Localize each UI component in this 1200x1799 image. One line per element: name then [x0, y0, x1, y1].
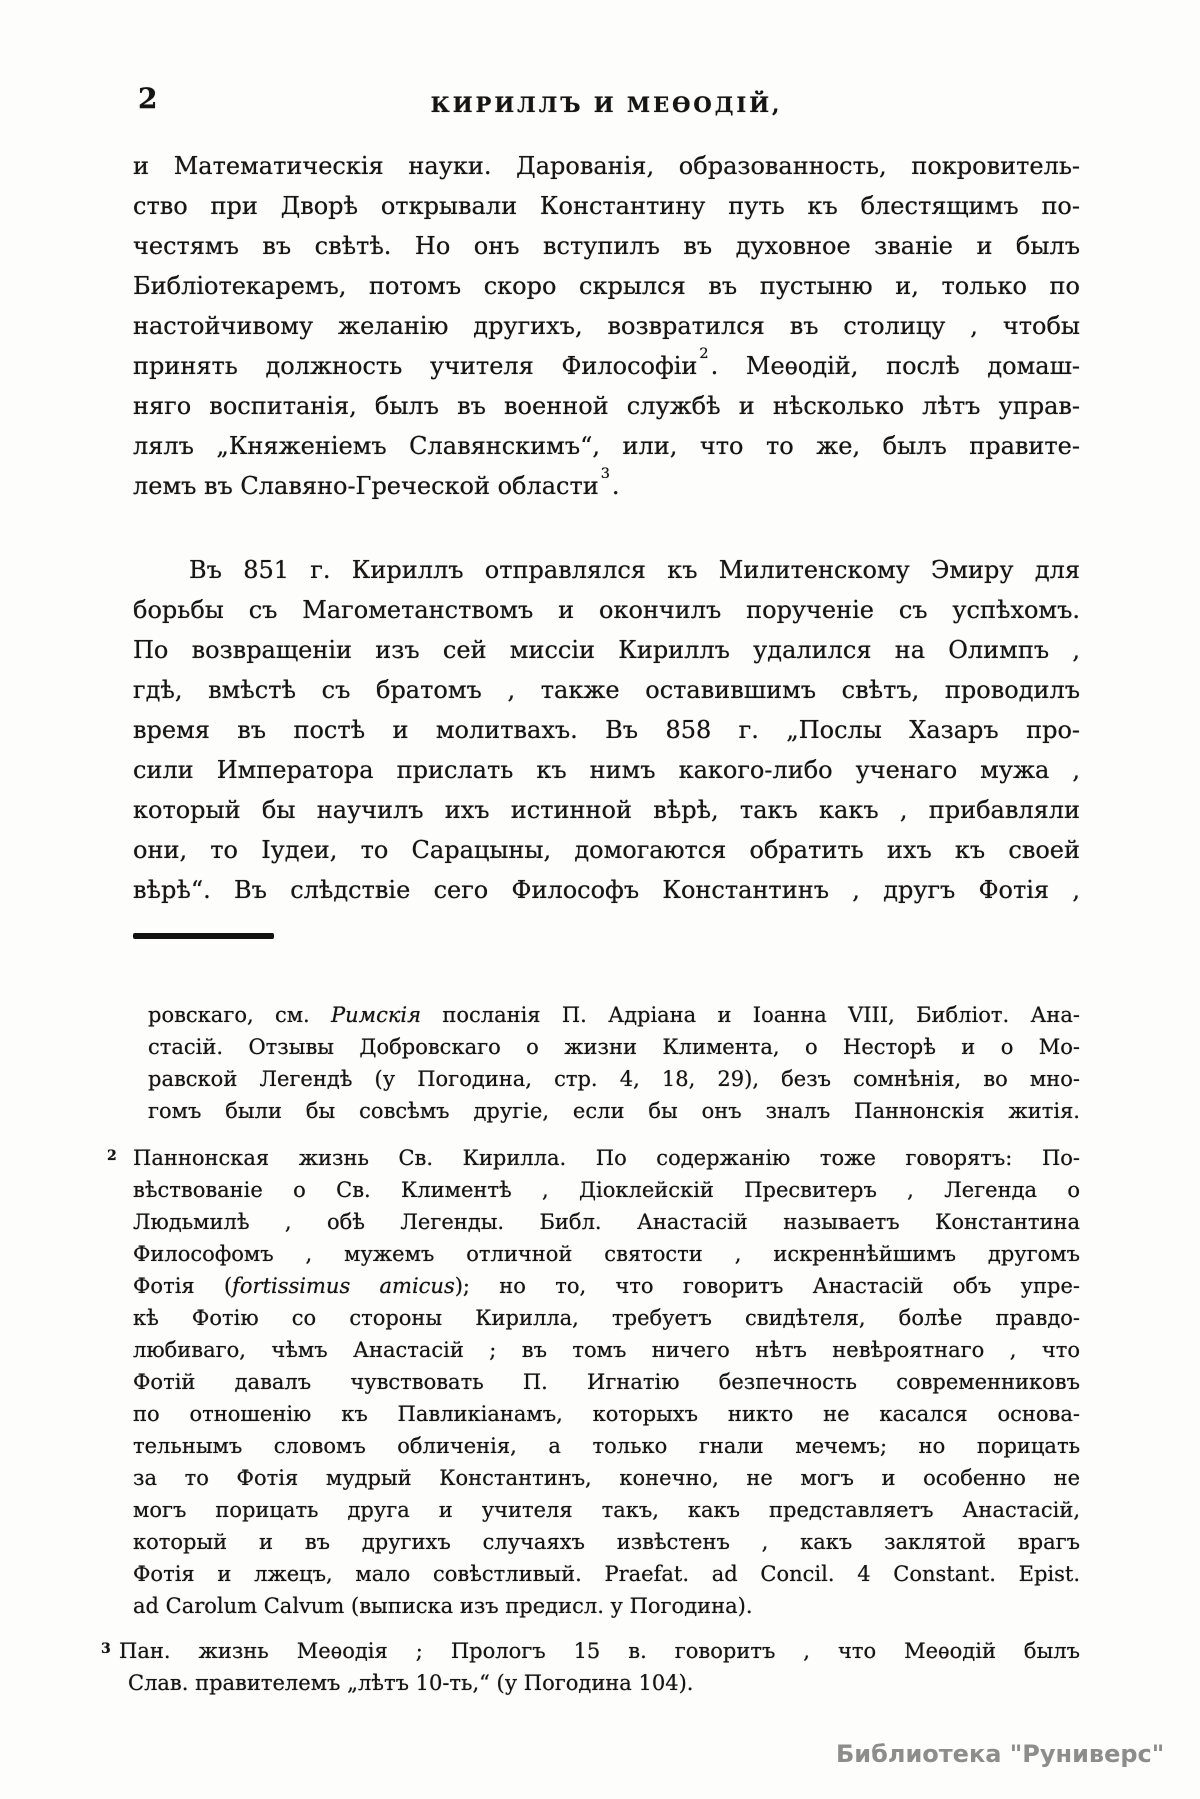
text-line: Людьмилѣ , обѣ Легенды. Библ. Анастасій называетъ Константина [133, 1210, 1080, 1234]
text-segment: Паннонская жизнь Св. Кирилла. По содержанію тоже говорятъ: По- [133, 1146, 1080, 1170]
text-line [133, 1270, 1080, 1302]
footnote-reference-3: 3 [600, 465, 610, 482]
text-line [133, 466, 1080, 506]
footnote-separator-rule [133, 933, 274, 939]
text-line: настойчивому желанію другихъ, возвратился въ столицу , чтобы [133, 312, 1080, 340]
text-line [101, 1635, 1080, 1667]
text-line: они, то Іудеи, то Сарацыны, домогаются обратить ихъ къ своей [133, 836, 1080, 864]
text-segment: лемъ въ Славяно-Греческой области [133, 472, 599, 500]
text-line: По возвращеніи изъ сей миссіи Кириллъ удалился на Олимпъ , [133, 636, 1080, 664]
paragraph-1 [133, 146, 1080, 506]
footnote-continuation [148, 999, 1080, 1127]
text-line: вѣствованіе о Св. Климентѣ , Діоклейскій Пресвитеръ , Легенда о [133, 1178, 1080, 1202]
text-line: Фотій давалъ чувствовать П. Игнатію безпечность современниковъ [133, 1370, 1080, 1394]
paragraph-2 [133, 550, 1080, 910]
text-line: стасій. Отзывы Добровскаго о жизни Климента, о Несторѣ и о Мо- [148, 1035, 1080, 1059]
text-segment: . Меѳодій, послѣ домаш- [710, 352, 1080, 380]
text-segment: Пан. жизнь Меѳодія ; Прологъ 15 в. говоритъ , что Меѳодій былъ [119, 1639, 1080, 1663]
text-line [107, 1142, 1080, 1174]
text-line: гдѣ, вмѣстѣ съ братомъ , также оставившимъ свѣтъ, проводилъ [133, 676, 1080, 704]
text-segment: ровскаго, см. [148, 1003, 332, 1027]
text-line: кѣ Фотію со стороны Кирилла, требуетъ свидѣтеля, болѣе правдо- [133, 1306, 1080, 1330]
text-line: вѣрѣ“. Въ слѣдствіе сего Философъ Константинъ , другъ Фотія , [133, 876, 1080, 904]
running-header: КИРИЛЛЪ И МЕѲОДІЙ, [430, 92, 783, 117]
text-segment: принять должность учителя Философіи [133, 352, 698, 380]
text-line: Библіотекаремъ, потомъ скоро скрылся въ пустыню и, только по [133, 272, 1080, 300]
text-line: равской Легендѣ (у Погодина, стр. 4, 18, 29), безъ сомнѣнія, во мно- [148, 1067, 1080, 1091]
text-line: любиваго, чѣмъ Анастасій ; въ томъ ничего нѣтъ невѣроятнаго , что [133, 1338, 1080, 1362]
text-segment: ); но то, что говоритъ Анастасій объ упре- [454, 1274, 1080, 1298]
italic-text: Римскія [331, 1003, 422, 1027]
text-line: ad Carolum Calvum (выписка изъ предисл. у Погодина). [133, 1594, 753, 1618]
main-text [133, 146, 1080, 910]
text-line: за то Фотія мудрый Константинъ, конечно, не могъ и особенно не [133, 1466, 1080, 1490]
text-line: борьбы съ Магометанствомъ и окончилъ порученіе съ успѣхомъ. [133, 596, 1080, 624]
text-line: Въ 851 г. Кириллъ отправлялся къ Милитенскому Эмиру для [189, 556, 1080, 584]
footnote-marker-3: 3 [101, 1641, 111, 1657]
footnote-reference-2: 2 [699, 345, 709, 362]
text-line: Фотія и лжецъ, мало совѣстливый. Praefat. ad Concil. 4 Constant. Epist. [133, 1562, 1080, 1586]
text-line: который бы научилъ ихъ истинной вѣрѣ, такъ какъ , прибавляли [133, 796, 1080, 824]
text-line: могъ порицать друга и учителя такъ, какъ представляетъ Анастасій, [133, 1498, 1080, 1522]
text-segment: . [611, 472, 620, 500]
text-line: Философомъ , мужемъ отличной святости , искреннѣйшимъ другомъ [133, 1242, 1080, 1266]
footnotes [101, 999, 1081, 1699]
footnote-3 [101, 1635, 1080, 1699]
text-line: время въ постѣ и молитвахъ. Въ 858 г. „Послы Хазаръ про- [133, 716, 1080, 744]
text-line: сили Императора прислать къ нимъ какого-либо ученаго мужа , [133, 756, 1080, 784]
text-line: и Математическія науки. Дарованія, образованность, покровитель- [133, 152, 1080, 180]
text-line: Слав. правителемъ „лѣтъ 10-ть,“ (у Погодина 104). [128, 1671, 694, 1695]
text-line: лялъ „Княженіемъ Славянскимъ“, или, что то же, былъ правите- [133, 432, 1080, 460]
footnote-2 [107, 1142, 1080, 1622]
text-segment: Фотія ( [133, 1274, 233, 1298]
text-line: честямъ въ свѣтѣ. Но онъ вступилъ въ духовное званіе и былъ [133, 232, 1080, 260]
text-line: ство при Дворѣ открывали Константину путь къ блестящимъ по- [133, 192, 1080, 220]
text-line: тельнымъ словомъ обличенія, а только гнали мечемъ; но порицать [133, 1434, 1080, 1458]
text-line: няго воспитанія, былъ въ военной службѣ и нѣсколько лѣтъ управ- [133, 392, 1080, 420]
text-line: гомъ были бы совсѣмъ другіе, если бы онъ зналъ Паннонскія житія. [148, 1099, 1080, 1123]
text-line [148, 999, 1080, 1031]
footnote-marker-2: 2 [107, 1148, 117, 1164]
text-line: по отношенію къ Павликіанамъ, которыхъ никто не касался основа- [133, 1402, 1080, 1426]
page-number: 2 [138, 82, 158, 115]
library-watermark: Библиотека "Руниверс" [836, 1740, 1165, 1768]
latin-italic-text: fortissimus amicus [232, 1274, 455, 1298]
text-segment: посланія П. Адріана и Іоанна VIII, Библіот. Ана- [421, 1003, 1081, 1027]
text-line [133, 346, 1080, 386]
text-line: который и въ другихъ случаяхъ извѣстенъ , какъ заклятой врагъ [133, 1530, 1080, 1554]
